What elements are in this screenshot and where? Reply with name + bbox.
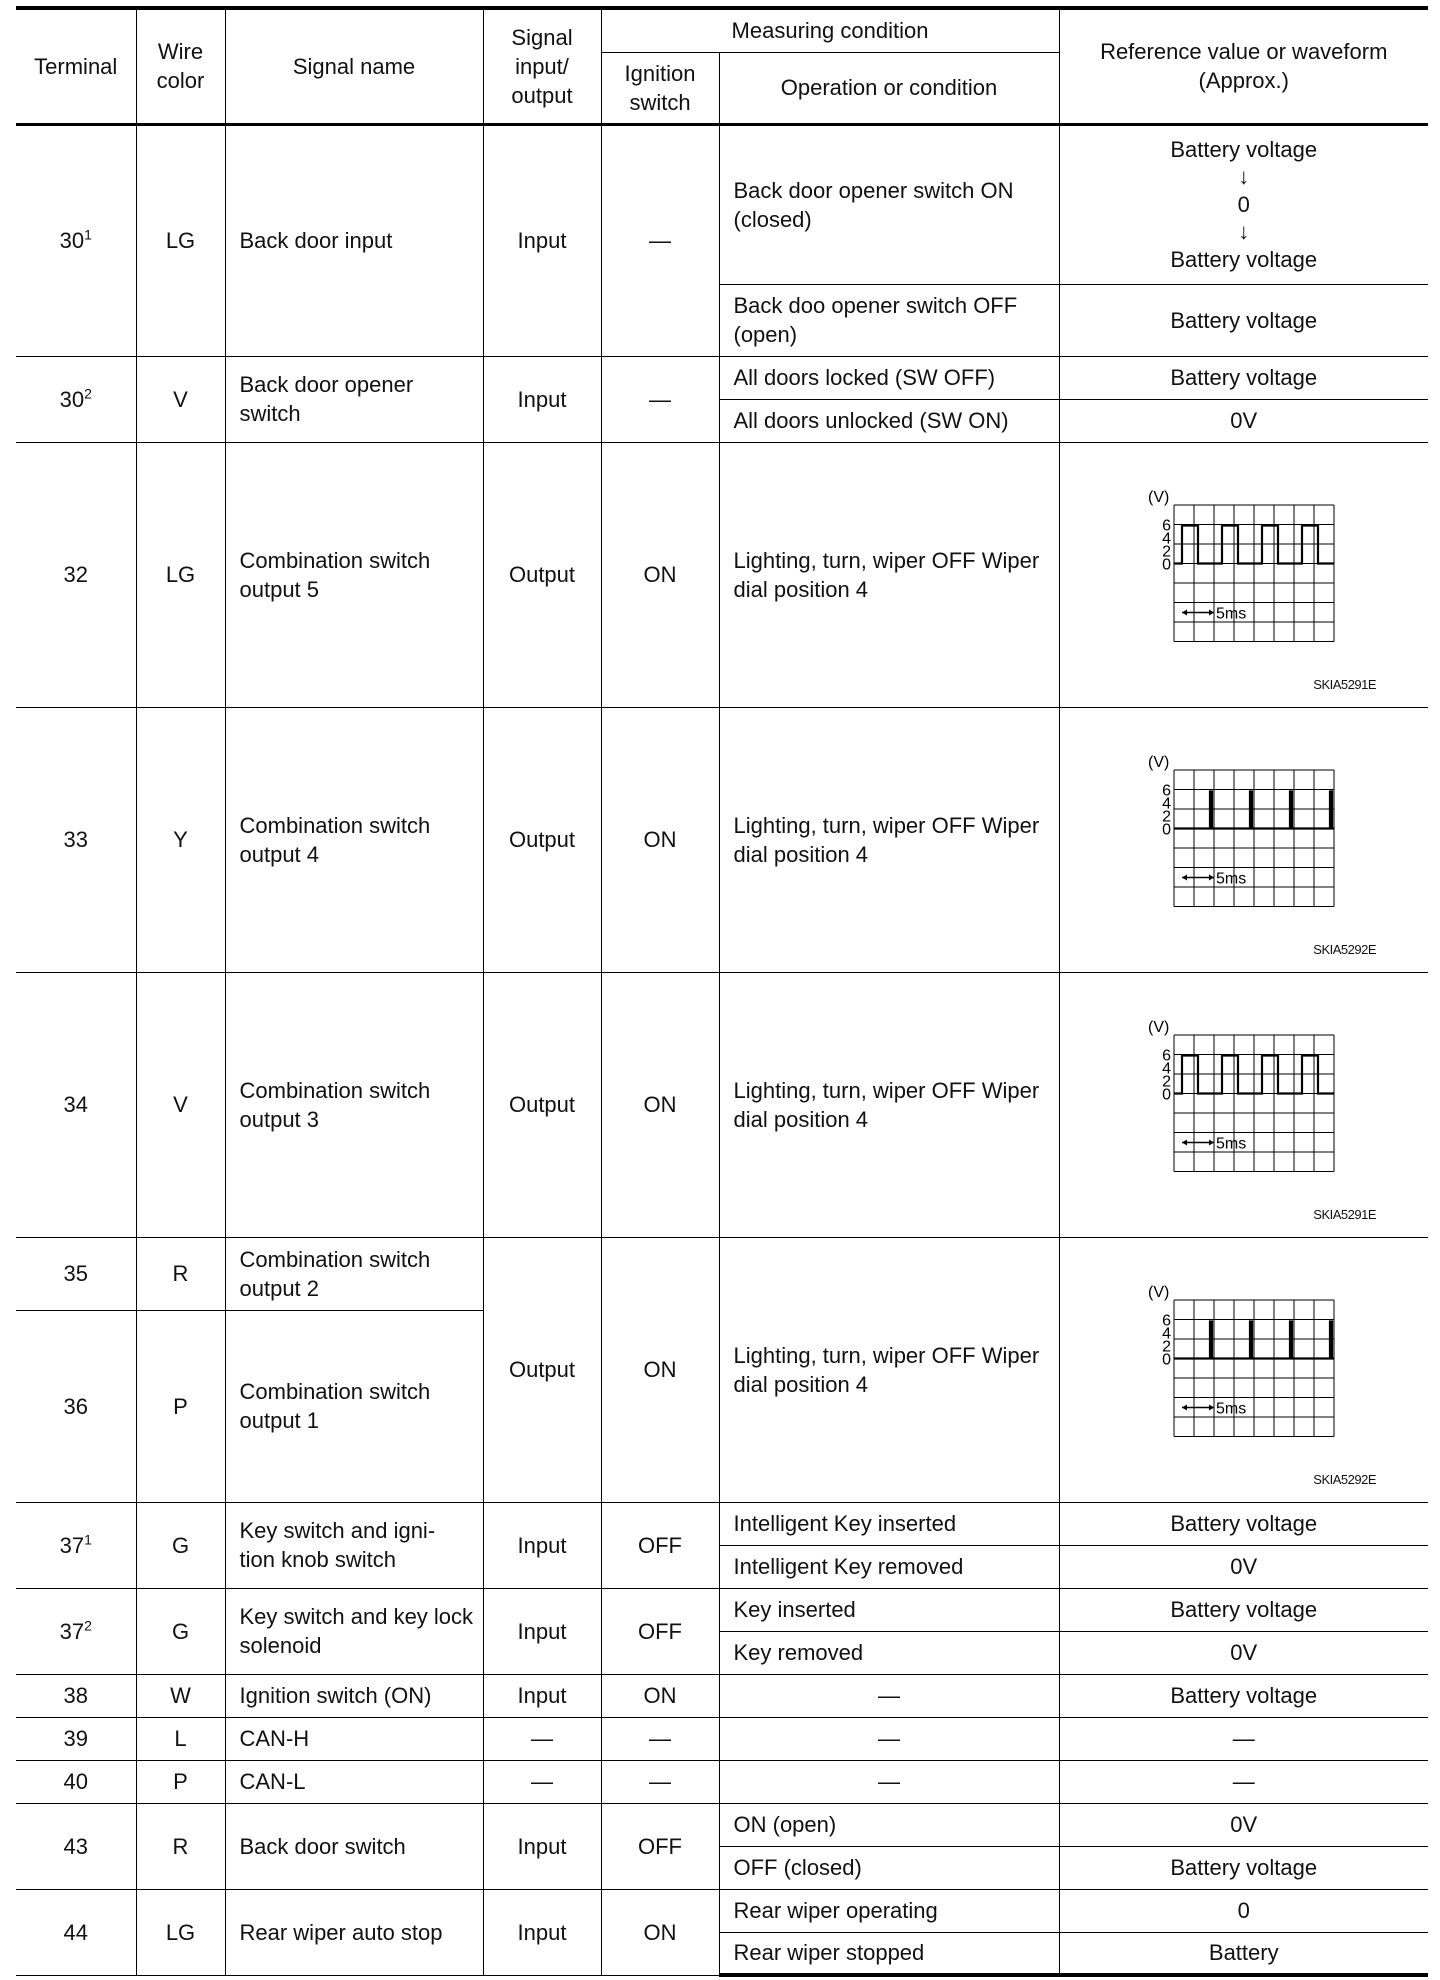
header-operation: Operation or condition	[719, 52, 1059, 124]
reference-cell: Battery voltage	[1059, 356, 1428, 399]
y-unit-label: (V)	[1147, 1283, 1170, 1301]
signal-name-cell: Back door opener switch	[225, 356, 483, 442]
terminal-cell: $30^1$	[16, 124, 136, 356]
y-unit-label: (V)	[1147, 753, 1170, 771]
waveform-square	[1114, 1009, 1374, 1179]
ignition-cell: —	[601, 1717, 719, 1760]
terminal-cell: 36	[16, 1310, 136, 1502]
arrow-left-icon	[1182, 609, 1187, 615]
ignition-cell: ON	[601, 1889, 719, 1975]
reference-cell: 0	[1059, 1889, 1428, 1932]
table-row	[16, 124, 1428, 284]
table-row	[16, 442, 1428, 707]
down-arrow-icon: ↓	[1238, 219, 1250, 244]
condition-cell: Key inserted	[719, 1588, 1059, 1631]
y-tick-label: 4	[1161, 530, 1171, 547]
reference-cell: 0V	[1059, 1803, 1428, 1846]
ignition-cell: ON	[601, 1237, 719, 1502]
terminal-cell: 38	[16, 1674, 136, 1717]
table-row	[16, 1889, 1428, 1932]
signal-name-cell: CAN-L	[225, 1760, 483, 1803]
figure-code: SKIA5291E	[1313, 1206, 1376, 1222]
terminal-cell: 39	[16, 1717, 136, 1760]
condition-cell: ON (open)	[719, 1803, 1059, 1846]
signal-name-cell: Back door switch	[225, 1803, 483, 1889]
signal-name-cell: Combination switch output 2	[225, 1237, 483, 1310]
y-tick-label: 2	[1161, 1073, 1171, 1090]
ignition-cell: OFF	[601, 1588, 719, 1674]
reference-cell: 0V	[1059, 1631, 1428, 1674]
waveform-cell	[1059, 442, 1428, 707]
y-tick-label: 0	[1161, 556, 1171, 573]
signal-name-cell: Ignition switch (ON)	[225, 1674, 483, 1717]
header-ignition-switch: Ignition switch	[601, 52, 719, 124]
signal-name-cell: Combination switch output 5	[225, 442, 483, 707]
header-measuring-condition: Measuring condition	[601, 8, 1059, 52]
header-reference: Reference value or waveform (Approx.)	[1059, 8, 1428, 124]
terminal-table	[16, 6, 1428, 1977]
arrow-right-icon	[1209, 1139, 1214, 1145]
condition-cell: OFF (closed)	[719, 1846, 1059, 1889]
table-row	[16, 972, 1428, 1237]
terminal-cell: 32	[16, 442, 136, 707]
terminal-cell: 33	[16, 707, 136, 972]
condition-cell: —	[719, 1674, 1059, 1717]
terminal-cell: 43	[16, 1803, 136, 1889]
signal-io-cell: Input	[483, 1889, 601, 1975]
terminal-cell: $37^2$	[16, 1588, 136, 1674]
wire-color-cell: G	[136, 1502, 225, 1588]
condition-cell: Intelligent Key removed	[719, 1545, 1059, 1588]
y-tick-label: 0	[1161, 1351, 1171, 1368]
header-signal-name: Signal name	[225, 8, 483, 124]
y-tick-label: 4	[1161, 1325, 1171, 1342]
wire-color-cell: V	[136, 356, 225, 442]
y-tick-label: 2	[1161, 543, 1171, 560]
wire-color-cell: Y	[136, 707, 225, 972]
signal-io-cell: Input	[483, 1502, 601, 1588]
terminal-cell: $30^2$	[16, 356, 136, 442]
condition-cell: Lighting, turn, wiper OFF Wiper dial position 4	[719, 707, 1059, 972]
figure-code: SKIA5292E	[1313, 1471, 1376, 1487]
reference-cell: —	[1059, 1760, 1428, 1803]
table-row	[16, 1717, 1428, 1760]
table-row	[16, 1502, 1428, 1545]
ignition-cell: ON	[601, 442, 719, 707]
y-tick-label: 2	[1161, 808, 1171, 825]
arrow-right-icon	[1209, 1404, 1214, 1410]
table-row	[16, 1760, 1428, 1803]
terminal-cell: $37^1$	[16, 1502, 136, 1588]
header-wire-color: Wire color	[136, 8, 225, 124]
ignition-cell: ON	[601, 972, 719, 1237]
condition-cell: All doors unlocked (SW ON)	[719, 399, 1059, 442]
reference-cell: Battery voltage	[1059, 1846, 1428, 1889]
header-terminal: Terminal	[16, 8, 136, 124]
signal-io-cell: —	[483, 1717, 601, 1760]
arrow-right-icon	[1209, 874, 1214, 880]
y-unit-label: (V)	[1147, 488, 1170, 506]
arrow-left-icon	[1182, 874, 1187, 880]
arrow-left-icon	[1182, 1139, 1187, 1145]
signal-io-cell: Output	[483, 442, 601, 707]
wire-color-cell: R	[136, 1803, 225, 1889]
y-tick-label: 4	[1161, 795, 1171, 812]
ignition-cell: OFF	[601, 1502, 719, 1588]
ignition-cell: —	[601, 124, 719, 356]
wire-color-cell: R	[136, 1237, 225, 1310]
wire-color-cell: P	[136, 1310, 225, 1502]
ignition-cell: ON	[601, 707, 719, 972]
condition-cell: Lighting, turn, wiper OFF Wiper dial position 4	[719, 442, 1059, 707]
terminal-cell: 35	[16, 1237, 136, 1310]
signal-io-cell: Input	[483, 356, 601, 442]
condition-cell: All doors locked (SW OFF)	[719, 356, 1059, 399]
y-tick-label: 6	[1161, 782, 1171, 799]
table-row	[16, 1803, 1428, 1846]
y-tick-label: 2	[1161, 1338, 1171, 1355]
reference-cell: —	[1059, 1717, 1428, 1760]
condition-cell: Back doo opener switch OFF (open)	[719, 284, 1059, 356]
wire-color-cell: G	[136, 1588, 225, 1674]
wire-color-cell: LG	[136, 442, 225, 707]
waveform-cell	[1059, 972, 1428, 1237]
y-tick-label: 0	[1161, 1086, 1171, 1103]
arrow-left-icon	[1182, 1404, 1187, 1410]
waveform-square	[1114, 479, 1374, 649]
signal-io-cell: Output	[483, 1237, 601, 1502]
condition-cell: Lighting, turn, wiper OFF Wiper dial position 4	[719, 1237, 1059, 1502]
table-row	[16, 1674, 1428, 1717]
y-tick-label: 4	[1161, 1060, 1171, 1077]
wire-color-cell: V	[136, 972, 225, 1237]
condition-cell: Lighting, turn, wiper OFF Wiper dial position 4	[719, 972, 1059, 1237]
table-row	[16, 707, 1428, 972]
condition-cell: Rear wiper operating	[719, 1889, 1059, 1932]
table-row	[16, 1237, 1428, 1310]
wire-color-cell: LG	[136, 1889, 225, 1975]
condition-cell: Key removed	[719, 1631, 1059, 1674]
wire-color-cell: L	[136, 1717, 225, 1760]
wire-color-cell: LG	[136, 124, 225, 356]
signal-io-cell: Output	[483, 972, 601, 1237]
figure-code: SKIA5291E	[1313, 676, 1376, 692]
y-tick-label: 6	[1161, 1312, 1171, 1329]
condition-cell: Intelligent Key inserted	[719, 1502, 1059, 1545]
signal-io-cell: —	[483, 1760, 601, 1803]
y-tick-label: 6	[1161, 1047, 1171, 1064]
ignition-cell: —	[601, 1760, 719, 1803]
reference-cell: 0V	[1059, 1545, 1428, 1588]
signal-name-cell: Combination switch output 4	[225, 707, 483, 972]
reference-cell: Battery	[1059, 1932, 1428, 1975]
signal-name-cell: Back door input	[225, 124, 483, 356]
reference-cell: Battery voltage	[1059, 1502, 1428, 1545]
signal-name-cell: Combination switch output 1	[225, 1310, 483, 1502]
reference-cell: Battery voltage	[1059, 1674, 1428, 1717]
ignition-cell: OFF	[601, 1803, 719, 1889]
waveform-cell	[1059, 707, 1428, 972]
signal-name-cell: CAN-H	[225, 1717, 483, 1760]
terminal-cell: 34	[16, 972, 136, 1237]
down-arrow-icon: ↓	[1238, 164, 1250, 189]
ignition-cell: ON	[601, 1674, 719, 1717]
condition-cell: —	[719, 1760, 1059, 1803]
signal-io-cell: Input	[483, 1674, 601, 1717]
header-signal-io: Signal input/ output	[483, 8, 601, 124]
figure-code: SKIA5292E	[1313, 941, 1376, 957]
signal-io-cell: Input	[483, 1803, 601, 1889]
signal-name-cell: Combination switch output 3	[225, 972, 483, 1237]
wire-color-cell: P	[136, 1760, 225, 1803]
time-scale-label: 5ms	[1215, 1135, 1246, 1152]
time-scale-label: 5ms	[1215, 605, 1246, 622]
table-row	[16, 356, 1428, 399]
reference-cell: Battery voltage	[1059, 284, 1428, 356]
y-unit-label: (V)	[1147, 1018, 1170, 1036]
table-row	[16, 1588, 1428, 1631]
condition-cell: Back door opener switch ON (closed)	[719, 124, 1059, 284]
waveform-pulse	[1114, 744, 1374, 914]
ignition-cell: —	[601, 356, 719, 442]
time-scale-label: 5ms	[1215, 870, 1246, 887]
terminal-cell: 40	[16, 1760, 136, 1803]
signal-io-cell: Input	[483, 1588, 601, 1674]
signal-io-cell: Output	[483, 707, 601, 972]
terminal-cell: 44	[16, 1889, 136, 1975]
reference-cell: 0V	[1059, 399, 1428, 442]
signal-io-cell: Input	[483, 124, 601, 356]
signal-name-cell: Rear wiper auto stop	[225, 1889, 483, 1975]
wire-color-cell: W	[136, 1674, 225, 1717]
condition-cell: —	[719, 1717, 1059, 1760]
arrow-right-icon	[1209, 609, 1214, 615]
signal-name-cell: Key switch and igni- tion knob switch	[225, 1502, 483, 1588]
reference-cell: Battery voltage ↓ 0 ↓ Battery voltage	[1059, 124, 1428, 284]
condition-cell: Rear wiper stopped	[719, 1932, 1059, 1975]
reference-cell: Battery voltage	[1059, 1588, 1428, 1631]
signal-name-cell: Key switch and key lock solenoid	[225, 1588, 483, 1674]
y-tick-label: 6	[1161, 517, 1171, 534]
waveform-cell	[1059, 1237, 1428, 1502]
y-tick-label: 0	[1161, 821, 1171, 838]
time-scale-label: 5ms	[1215, 1400, 1246, 1417]
waveform-pulse	[1114, 1274, 1374, 1444]
